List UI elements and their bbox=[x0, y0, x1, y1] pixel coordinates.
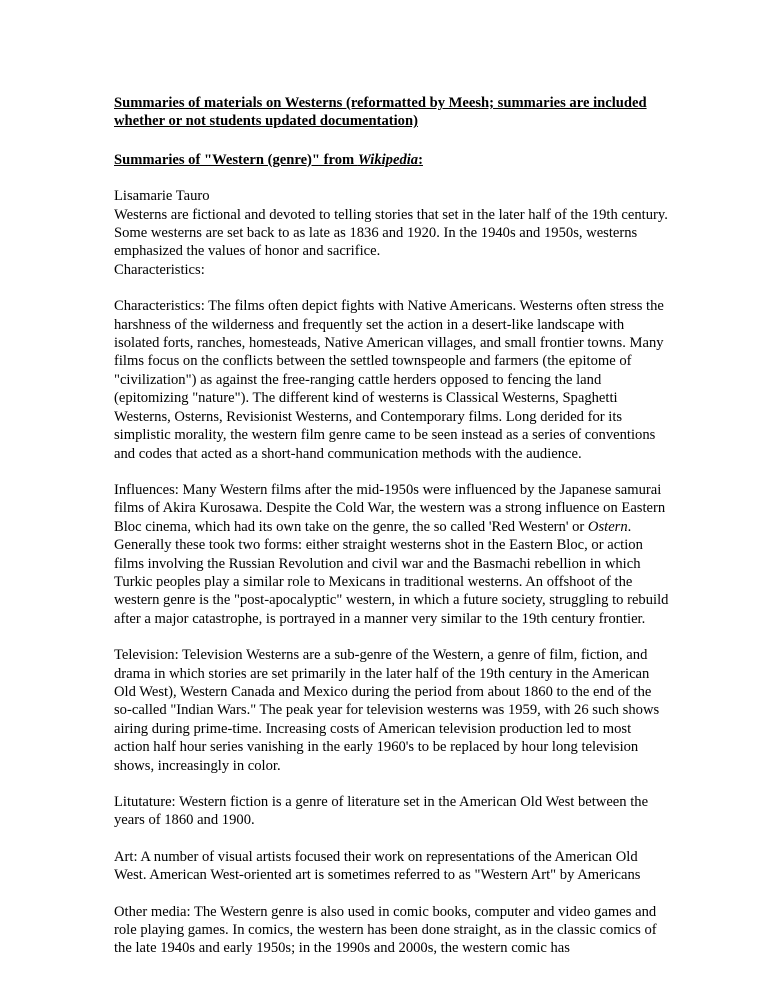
section-heading-prefix: Summaries of "Western (genre)" from bbox=[114, 151, 358, 168]
other-media-paragraph: Other media: The Western genre is also used in comic books, computer and video games and role playing games. In comics, the western has been done straight, as in the classic comics of the late 1940s and early 1950s; in the 1990s and 2000s, the western comic has bbox=[114, 903, 657, 957]
section-heading-suffix: : bbox=[418, 151, 423, 168]
intro-paragraph: Westerns are fictional and devoted to telling stories that set in the later half of the 19th century. Some westerns are set back to as late as 1836 and 1920. In the 1940s and 1950s, westerns emphasized the values of honor and sacrifice. bbox=[114, 206, 668, 260]
section-heading-source: Wikipedia bbox=[357, 151, 419, 168]
ostern-term: Ostern bbox=[587, 518, 628, 535]
influences-part-1: Influences: Many Western films after the mid-1950s were influenced by the Japanese samurai films of Akira Kurosawa. Despite the Cold War, the western was a strong influence on Eastern Bloc cinema, which had its own take on the genre, the so called 'Red Western' or bbox=[114, 481, 666, 535]
literature-paragraph: Litutature: Western fiction is a genre of literature set in the American Old West between the years of 1860 and 1900. bbox=[114, 794, 649, 829]
intro-label: Characteristics: bbox=[114, 261, 205, 278]
document-title: Summaries of materials on Westerns (reformatted by Meesh; summaries are included whether or not students updated documentation) bbox=[114, 95, 647, 130]
influences-part-2: . Generally these took two forms: either straight westerns shot in the Eastern Bloc, or action films involving the Russian Revolution and civil war and the Basmachi rebellion in which Turkic peoples play a similar role to Mexicans in traditional westerns. An offshoot of the western genre is the "post-apocalyptic" western, in which a future society, struggling to rebuild after a major catastrophe, is portrayed in a manner very similar to the 19th century frontier. bbox=[114, 518, 669, 627]
characteristics-paragraph: Characteristics: The films often depict fights with Native Americans. Westerns often stress the harshness of the wilderness and frequently set the action in a desert-like landscape with isolated forts, ranches, homesteads, Native American villages, and small frontier towns. Many films focus on the conflicts between the settled townspeople and farmers (the epitome of "civilization") as against the free-ranging cattle herders opposed to fencing the land (epitomizing "nature"). The different kind of westerns is Classical Westerns, Spaghetti Westerns, Osterns, Revisionist Westerns, and Contemporary films. Long derided for its simplistic morality, the western film genre came to be seen instead as a series of conventions and codes that acted as a short-hand communication methods with the audience. bbox=[114, 298, 664, 462]
art-paragraph: Art: A number of visual artists focused their work on representations of the American Old West. American West-oriented art is sometimes referred to as "Western Art" by Americans bbox=[114, 848, 641, 884]
document-body bbox=[114, 94, 670, 976]
author-name: Lisamarie Tauro bbox=[114, 188, 210, 205]
influences-paragraph bbox=[114, 481, 670, 628]
section-heading bbox=[114, 151, 670, 169]
television-paragraph: Television: Television Westerns are a sub-genre of the Western, a genre of film, fiction, and drama in which stories are set primarily in the later half of the 19th century in the American Old West), Western Canada and Mexico during the period from about 1860 to the end of the so-called "Indian Wars." The peak year for television westerns was 1959, with 26 such shows airing during prime-time. Increasing costs of American television production led to most action half hour series vanishing in the early 1960's to be replaced by hour long television shows, increasingly in color. bbox=[114, 647, 660, 774]
